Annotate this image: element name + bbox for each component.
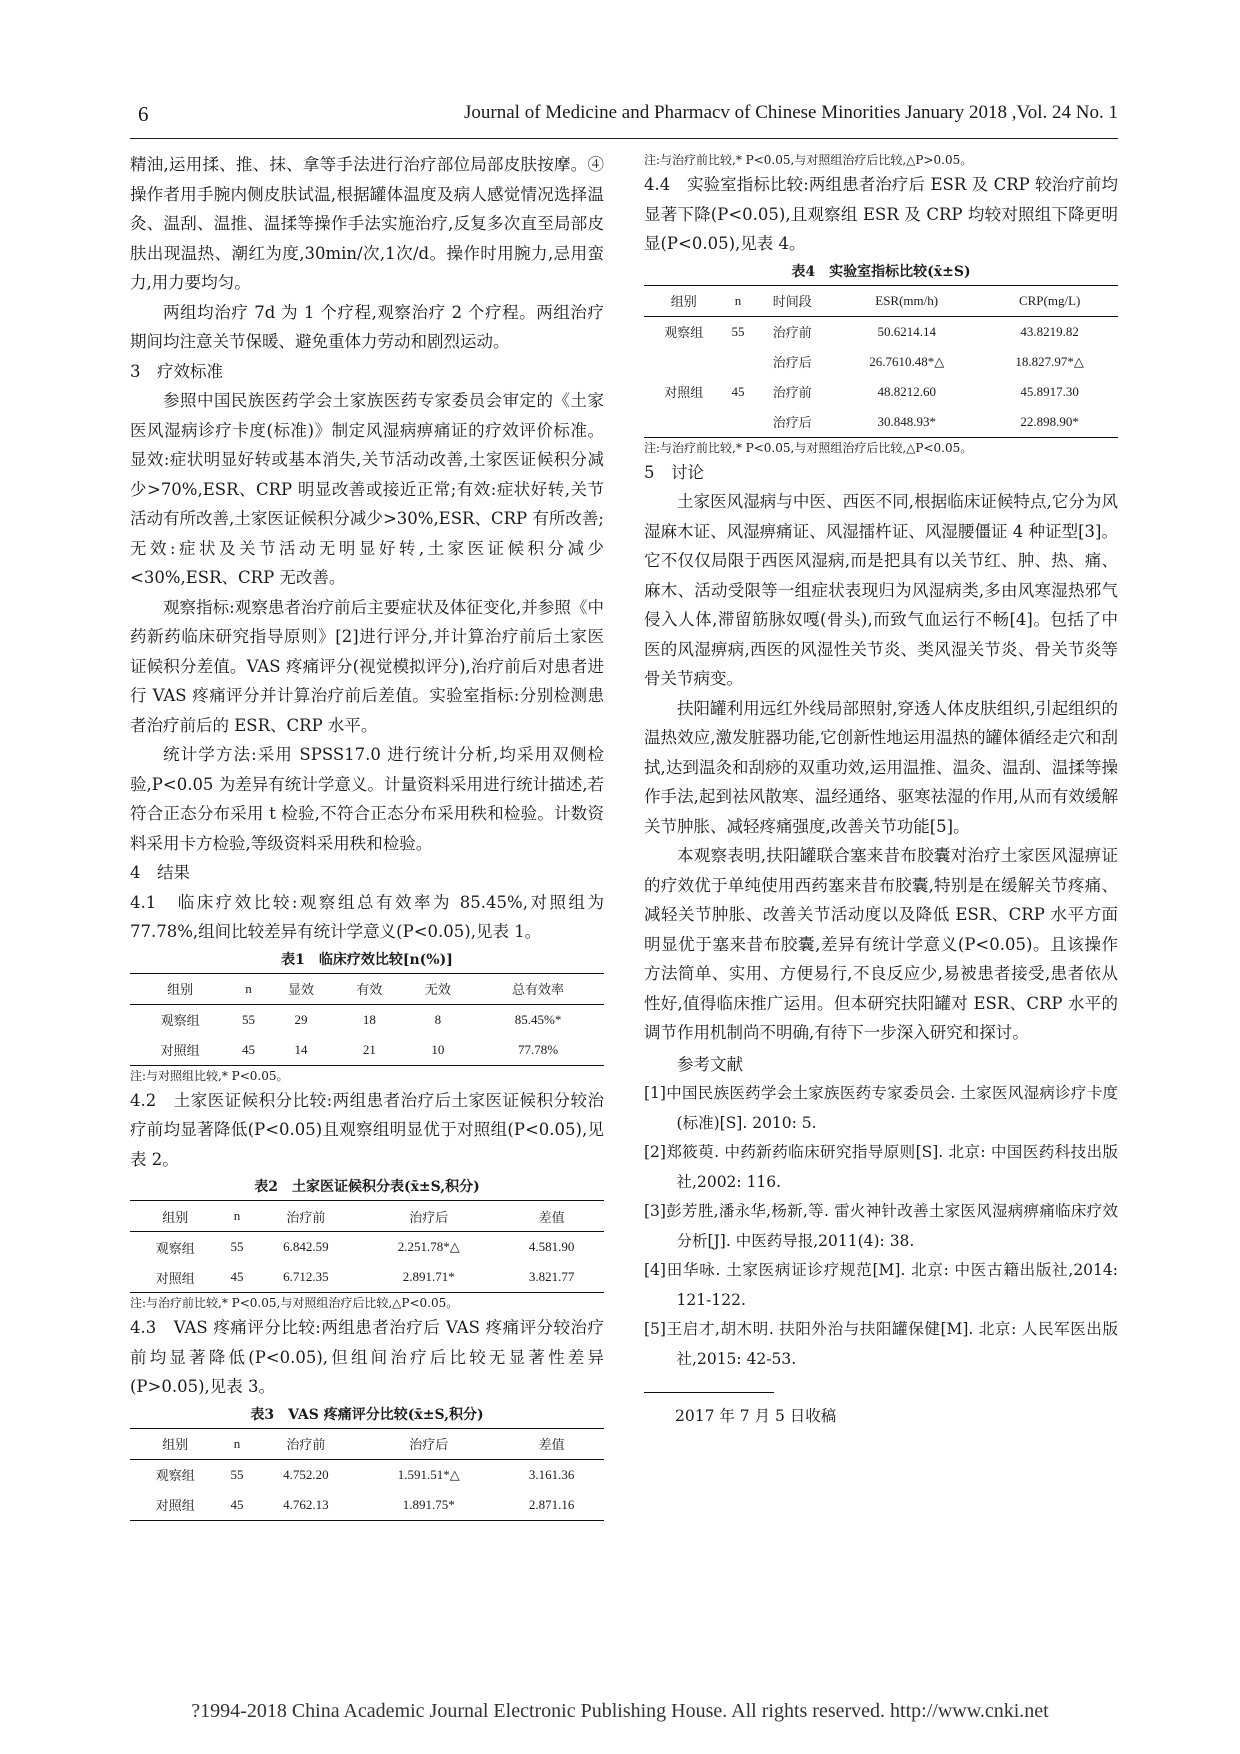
table-row [644,377,1118,407]
table-header-cell: 组别 [130,1428,220,1459]
table-cell: 18 [362,1011,376,1027]
paragraph: 土家医风湿病与中医、西医不同,根据临床证候特点,它分为风湿麻木证、风湿痹痛证、风湿擂杵证、风湿腰僵证 4 种证型[3]。它不仅仅局限于西医风湿病,而是把具有以关节红、肿、热、痛、麻木、活动受限等一组症状表现归为风湿病类,多由风寒湿热邪气侵入人体,滞留筋脉奴嘎(骨头),而致气血运行不畅[4]。包括了中医的风湿痹病,西医的风湿性关节炎、类风湿关节炎、骨关节炎等骨关节病变。 [644,492,1118,688]
table-caption: 表3 VAS 疼痛评分比较(x̄±S,积分) [250,1406,484,1423]
table-cell: 4.581.90 [528,1239,575,1254]
table-caption: 表2 土家医证候积分表(x̄±S,积分) [254,1179,480,1195]
table-cell: 6.712.35 [283,1269,329,1284]
table-row [130,1262,604,1293]
table-note: 注:与治疗前比较,* P<0.05,与对照组治疗后比较,△P<0.05。 [644,440,973,455]
table-row [130,1004,604,1035]
table-row [130,1035,604,1066]
table-cell: 治疗前 [772,325,812,340]
table-cell: 对照组 [160,1043,200,1058]
table-2 [130,1200,604,1293]
table-cell: 10 [431,1041,445,1057]
table-header-cell: 治疗前 [253,1201,358,1232]
section-heading: 3 疗效标准 [130,361,223,381]
table-cell: 对照组 [664,385,704,400]
table-cell: 48.8212.60 [877,383,936,399]
table-row [130,1459,604,1490]
table-header-cell: CRP(mg/L) [981,285,1118,316]
table-cell [724,347,753,377]
table-cell: 29 [294,1011,308,1027]
table-row [130,1490,604,1521]
table-cell [724,407,753,438]
paragraph: 参照中国民族医药学会土家族医药专家委员会审定的《土家医风湿病诊疗卡度(标准)》制定风湿病痹痛证的疗效评价标准。显效:症状明显好转或基本消失,关节活动改善,土家医证候积分减少>70%,ESR、CRP 明显改善或接近正常;有效:症状好转,关节活动有所改善,土家医证候积分减少>30%,ESR、CRP 有所改善;无效:症状及关节活动无明显好转,土家医证候积分减少<30%,ESR、CRP 无改善。 [130,391,604,587]
table-cell: 50.6214.14 [877,323,936,339]
header-rule [130,138,1118,139]
table-cell: 观察组 [155,1240,195,1256]
table-header-cell: 组别 [130,973,230,1004]
right-column [644,150,1118,1431]
table-cell: 45.8917.30 [1020,383,1079,399]
table-header-cell: n [230,973,267,1004]
table-header-cell: 治疗前 [253,1428,358,1459]
table-cell: 1.591.51*△ [397,1466,460,1482]
paragraph: 两组均治疗 7d 为 1 个疗程,观察治疗 2 个疗程。两组治疗期间均注意关节保暖、避免重体力劳动和剧烈运动。 [130,302,604,351]
table-cell: 45 [731,383,745,399]
table-row [644,316,1118,347]
table-cell: 55 [731,323,745,339]
reference-item: [2]郑筱萸. 中药新药临床研究指导原则[S]. 北京: 中国医药科技出版社,2002: 116. [644,1143,1118,1191]
copyright-footer: ?1994-2018 China Academic Journal Electronic Publishing House. All rights reserved. http://www.cnki.net [191,1700,1049,1722]
table-cell: 2.251.78*△ [397,1239,460,1254]
table-caption: 表4 实验室指标比较(x̄±S) [791,263,971,280]
reference-item: [4]田华咏. 土家医病证诊疗规范[M]. 北京: 中医古籍出版社,2014: 121-122. [644,1261,1118,1309]
table-1 [130,973,604,1066]
page-number: 6 [138,102,149,126]
table-cell: 45 [241,1041,255,1057]
table-cell: 治疗前 [772,385,812,400]
table-cell: 45 [230,1496,244,1512]
table-note: 注:与治疗前比较,* P<0.05,与对照组治疗后比较,△P<0.05。 [130,1296,459,1310]
table-cell [644,407,724,438]
paragraph: 精油,运用揉、推、抹、拿等手法进行治疗部位局部皮肤按摩。④操作者用手腕内侧皮肤试温,根据罐体温度及病人感觉情况选择温灸、温刮、温推、温揉等操作手法实施治疗,反复多次直至局部皮肤出现温热、潮红为度,30min/次,1次/d。操作时用腕力,忌用蛮力,用力要均匀。 [130,155,604,292]
table-header-cell: n [220,1201,253,1232]
paragraph: 本观察表明,扶阳罐联合塞来昔布胶囊对治疗土家医风湿痹证的疗效优于单纯使用西药塞来昔布胶囊,特别是在缓解关节疼痛、减轻关节肿胀、改善关节活动度以及降低 ESR、CRP 水平方面明显优于塞来昔布胶囊,差异有统计学意义(P<0.05)。且该操作方法简单、实用、方便易行,不良反应少,易被患者接受,患者依从性好,值得临床推广运用。但本研究扶阳罐对 ESR、CRP 水平的调节作用机制尚不明确,有待下一步深入研究和探讨。 [644,846,1118,1042]
section-heading: 5 讨论 [644,462,704,482]
paragraph: 观察指标:观察患者治疗前后主要症状及体征变化,并参照《中药新药临床研究指导原则》[2]进行评分,并计算治疗前后土家医证候积分差值。VAS 疼痛评分(视觉模拟评分),治疗前后对患者进行 VAS 疼痛评分并计算治疗前后差值。实验室指标:分别检测患者治疗前后的 ESR、CRP 水平。 [130,597,604,735]
table-row [644,347,1118,377]
table-header-cell: n [220,1428,253,1459]
received-date: 2017 年 7 月 5 日收稿 [675,1407,837,1425]
paragraph: 扶阳罐利用远红外线局部照射,穿透人体皮肤组织,引起组织的温热效应,激发脏器功能,它创新性地运用温热的罐体循经走穴和刮拭,达到温灸和刮痧的双重功效,运用温推、温灸、温刮、温揉等操作手法,起到祛风散寒、温经通络、驱寒祛湿的作用,从而有效缓解关节肿胀、减轻疼痛强度,改善关节功能[5]。 [644,698,1118,836]
table-header-cell: 组别 [130,1201,220,1232]
table-cell: 26.7610.48*△ [869,353,945,369]
paragraph: 4.4 实验室指标比较:两组患者治疗后 ESR 及 CRP 较治疗前均显著下降(P<0.05),且观察组 ESR 及 CRP 均较对照组下降更明显(P<0.05),见表 4。 [644,175,1118,253]
table-header-cell: 有效 [335,973,403,1004]
table-cell: 55 [230,1239,244,1254]
table-cell: 3.161.36 [528,1466,575,1482]
table-cell: 55 [241,1011,255,1027]
table-cell: 77.78% [517,1041,559,1057]
table-cell: 治疗后 [772,415,812,430]
table-row [644,407,1118,438]
table-header-cell: n [724,285,753,316]
paragraph: 4.1 临床疗效比较:观察组总有效率为 85.45%,对照组为 77.78%,组间比较差异有统计学意义(P<0.05),见表 1。 [130,892,604,941]
table-header-cell: 组别 [644,285,724,316]
paragraph: 4.2 土家医证候积分比较:两组患者治疗后土家医证候积分较治疗前均显著降低(P<0.05)且观察组明显优于对照组(P<0.05),见表 2。 [130,1090,604,1169]
table-header-cell: 显效 [267,973,335,1004]
table-cell: 30.848.93* [877,413,936,429]
table-caption: 表1 临床疗效比较[n(%)] [281,951,453,968]
table-header-cell: 时间段 [753,285,833,316]
table-header-cell: 治疗后 [358,1201,499,1232]
table-cell: 治疗后 [772,355,812,370]
table-note: 注:与对照组比较,* P<0.05。 [130,1068,289,1083]
paragraph: 统计学方法:采用 SPSS17.0 进行统计分析,均采用双侧检验,P<0.05 为差异有统计学意义。计量资料采用进行统计描述,若符合正态分布采用 t 检验,不符合正态分布采用秩和检验。计数资料采用卡方检验,等级资料采用秩和检验。 [130,745,604,853]
table-header-cell: 总有效率 [472,973,604,1004]
table-header-cell: 差值 [499,1201,604,1232]
received-rule [644,1392,774,1393]
journal-title: Journal of Medicine and Pharmacv of Chinese Minorities January 2018 ,Vol. 24 No. 1 [464,102,1118,123]
table-cell: 2.871.16 [528,1496,575,1512]
table-note: 注:与治疗前比较,* P<0.05,与对照组治疗后比较,△P>0.05。 [644,153,973,167]
reference-item: [3]彭芳胜,潘永华,杨新,等. 雷火神针改善土家医风湿病痹痛临床疗效分析[J]. 中医药导报,2011(4): 38. [644,1202,1118,1250]
table-cell: 对照组 [155,1270,195,1286]
running-header [130,98,1118,128]
table-cell: 6.842.59 [283,1239,329,1254]
references-heading: 参考文献 [677,1054,743,1074]
table-cell: 45 [230,1269,244,1284]
table-cell [644,347,724,377]
table-cell: 85.45%* [514,1011,562,1027]
paragraph: 4.3 VAS 疼痛评分比较:两组患者治疗后 VAS 疼痛评分较治疗前均显著降低(P<0.05),但组间治疗后比较无显著性差异(P>0.05),见表 3。 [130,1318,604,1396]
table-cell: 对照组 [155,1498,195,1513]
section-heading: 4 结果 [130,863,190,882]
table-cell: 观察组 [664,325,704,340]
table-header-cell: 无效 [404,973,472,1004]
table-row [130,1232,604,1263]
left-column [130,150,604,1521]
table-cell: 观察组 [160,1013,200,1028]
table-cell: 8 [434,1011,442,1027]
reference-item: [5]王启才,胡木明. 扶阳外治与扶阳罐保健[M]. 北京: 人民军医出版社,2015: 42-53. [644,1320,1118,1368]
table-cell: 1.891.75* [402,1496,455,1512]
table-cell: 3.821.77 [528,1269,575,1284]
table-cell: 21 [362,1041,376,1057]
table-cell: 4.762.13 [283,1496,329,1512]
table-header-cell: 治疗后 [358,1428,499,1459]
table-4 [644,285,1118,438]
table-cell: 55 [230,1466,244,1482]
table-header-cell: ESR(mm/h) [832,285,981,316]
table-3 [130,1428,604,1521]
table-cell: 18.827.97*△ [1015,353,1084,369]
table-cell: 2.891.71* [402,1269,455,1284]
table-cell: 43.8219.82 [1020,323,1079,339]
table-cell: 14 [294,1041,308,1057]
table-cell: 观察组 [155,1468,195,1483]
table-cell: 22.898.90* [1020,413,1079,429]
table-cell: 4.752.20 [283,1466,329,1482]
table-header-cell: 差值 [499,1428,604,1459]
reference-item: [1]中国民族医药学会土家族医药专家委员会. 土家医风湿病诊疗卡度(标准)[S]. 2010: 5. [644,1084,1118,1132]
